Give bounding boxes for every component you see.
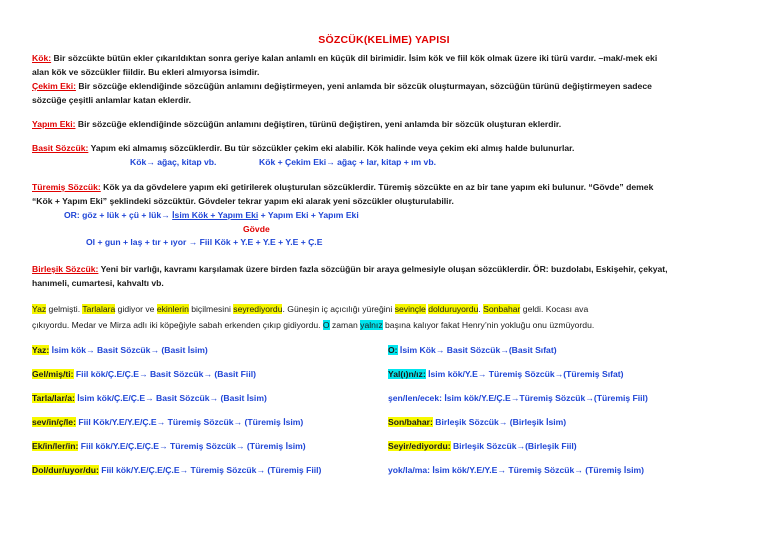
word-yaz: Yaz <box>32 304 47 314</box>
text: gidiyor ve <box>115 304 157 314</box>
word-dolduruyordu: dolduruyordu <box>428 304 479 314</box>
yapim-text: Bir sözcüğe eklendiğinde sözcüğün anlamını değiştiren, türünü değiştiren, yeni anlamda bir sözcük oluşturan eklerdir. <box>75 119 562 129</box>
birlesik-label: Birleşik Sözcük: <box>32 264 99 274</box>
turemis-example-rest: + Yapım Eki + Yapım Eki <box>258 210 359 220</box>
analysis-desc: İsim kök/Y.E→ Türemiş Sözcük→(Türemiş Sıfat) <box>425 369 624 379</box>
analysis-desc: Fiil Kök/Y.E/Y.E/Ç.E→ Türemiş Sözcük→ (Türemiş İsim) <box>75 417 304 427</box>
cekim-definition <box>32 81 652 91</box>
text: biçilmesini <box>188 304 234 314</box>
turemis-definition-cont: “Kök + Yapım Eki” şeklindeki sözcüktür. Gövdeler tekrar yapım eki alarak yeni sözcükler oluşturulabilir. <box>32 196 454 206</box>
analysis-desc: Fiil kök/Ç.E/Ç.E→ Basit Sözcük→ (Basit Fiil) <box>73 369 256 379</box>
analysis-desc: Fiil kök/Y.E/Ç.E/Ç.E→ Türemiş Sözcük→ (Türemiş Fiil) <box>98 465 322 475</box>
text: çıkıyordu. Medar ve Mirza adlı iki köpeğiyle sabah erkenden çıkıp gidiyordu. <box>32 320 323 330</box>
word-tarlalara: Tarlalara <box>82 304 116 314</box>
text: . <box>478 304 484 314</box>
turemis-example-1 <box>64 210 359 220</box>
analysis-word: O: <box>388 345 398 355</box>
govde-underlined: İsim Kök + Yapım Eki <box>172 210 259 220</box>
analysis-right-row <box>388 465 644 475</box>
text: başına kalıyor fakat Henry’nin yokluğu onu üzmüyordu. <box>382 320 595 330</box>
cekim-definition-cont: sözcüğe çeşitli anlamlar katan eklerdir. <box>32 95 192 105</box>
kok-definition <box>32 53 657 63</box>
kok-text: Bir sözcükte bütün ekler çıkarıldıktan sonra geriye kalan anlamlı en küçük dil birimidir. İsim kök ve fiil kök olmak üzere iki türü vardır. –mak/-mek eki <box>51 53 658 63</box>
word-sonbahar: Sonbahar <box>483 304 521 314</box>
analysis-left-row <box>32 345 208 355</box>
cekim-text: Bir sözcüğe eklendiğinde sözcüğün anlamını değiştirmeyen, yeni anlamda bir sözcük oluşturmayan, sözcüğün türünü değiştirmeyen sadece <box>75 81 652 91</box>
analysis-right-row <box>388 393 648 403</box>
word-yalniz: yalnız <box>360 320 383 330</box>
analysis-left-row <box>32 417 303 427</box>
analysis-word: Ek/in/ler/in: <box>32 441 79 451</box>
turemis-label: Türemiş Sözcük: <box>32 182 101 192</box>
analysis-left-row <box>32 441 306 451</box>
analysis-left-row <box>32 369 256 379</box>
analysis-word: Seyir/ediyordu: <box>388 441 451 451</box>
analysis-word: Yaz: <box>32 345 50 355</box>
analysis-left-row <box>32 465 321 475</box>
analysis-desc: yok/la/ma: İsim kök/Y.E/Y.E→ Türemiş Sözcük→ (Türemiş İsim) <box>388 465 644 475</box>
text: geldi. Kocası ava <box>520 304 589 314</box>
word-ekinlerin: ekinlerin <box>156 304 189 314</box>
basit-label: Basit Sözcük: <box>32 143 89 153</box>
basit-definition <box>32 143 574 153</box>
kok-definition-cont: alan kök ve sözcükler fiildir. Bu ekleri almıyorsa isimdir. <box>32 67 260 77</box>
word-sevincle: sevinçle <box>394 304 426 314</box>
turemis-text: Kök ya da gövdelere yapım eki getirilerek oluşturulan sözcüklerdir. Türemiş sözcükte en az bir tane yapım eki bulunur. “Gövde” demek <box>100 182 654 192</box>
page-title: SÖZCÜK(KELİME) YAPISI <box>318 34 450 46</box>
analysis-desc: Fiil kök/Y.E/Ç.E/Ç.E→ Türemiş Sözcük→ (Türemiş İsim) <box>78 441 306 451</box>
kok-label: Kök: <box>32 53 52 63</box>
analysis-right-row <box>388 369 623 379</box>
analysis-word: Yal(ı)n/ız: <box>388 369 426 379</box>
yapim-label: Yapım Eki: <box>32 119 76 129</box>
story-paragraph-line-1 <box>32 304 588 314</box>
analysis-word: Gel/miş/ti: <box>32 369 74 379</box>
birlesik-text: Yeni bir varlığı, kavramı karşılamak üzere birden fazla sözcüğün bir araya gelmesiyle oluşan sözcüklerdir. ÖR: buzdolabı, Eskişehir, çekyat, <box>98 264 668 274</box>
analysis-word: Tarla/lar/a: <box>32 393 75 403</box>
word-o: O <box>322 320 330 330</box>
basit-text: Yapım eki almamış sözcüklerdir. Bu tür sözcükler çekim eki alabilir. Kök halinde veya çekim eki almış halde bulunurlar. <box>88 143 575 153</box>
govde-label: Gövde <box>243 224 270 234</box>
analysis-right-row <box>388 417 566 427</box>
analysis-word: Son/bahar: <box>388 417 433 427</box>
analysis-desc: Birleşik Sözcük→ (Birleşik İsim) <box>432 417 567 427</box>
story-paragraph-line-2 <box>32 320 594 330</box>
word-seyrediyordu: seyrediyordu <box>233 304 283 314</box>
analysis-left-row <box>32 393 267 403</box>
analysis-word: Dol/dur/uyor/du: <box>32 465 99 475</box>
analysis-right-row <box>388 441 577 451</box>
analysis-desc: İsim kök/Ç.E/Ç.E→ Basit Sözcük→ (Basit İsim) <box>74 393 267 403</box>
text: . Güneşin iç açıcılığı yüreğini <box>282 304 395 314</box>
analysis-word: sev/in/ç/le: <box>32 417 76 427</box>
basit-example-2: Kök + Çekim Eki→ ağaç + lar, kitap + ım vb. <box>259 157 436 167</box>
cekim-label: Çekim Eki: <box>32 81 76 91</box>
analysis-desc: İsim Kök→ Basit Sözcük→(Basit Sıfat) <box>397 345 557 355</box>
turemis-definition <box>32 182 653 192</box>
turemis-example-words: OR: göz + lük + çü + lük→ <box>64 210 173 220</box>
birlesik-definition-cont: hanımeli, cumartesi, kahvaltı vb. <box>32 278 164 288</box>
text: gelmişti. <box>46 304 83 314</box>
analysis-desc: İsim kök→ Basit Sözcük→ (Basit İsim) <box>49 345 208 355</box>
analysis-desc: şen/len/ecek: İsim kök/Y.E/Ç.E→Türemiş Sözcük→(Türemiş Fiil) <box>388 393 648 403</box>
birlesik-definition <box>32 264 668 274</box>
turemis-example-2: Ol + gun + laş + tır + ıyor → Fiil Kök + Y.E + Y.E + Y.E + Ç.E <box>86 237 323 247</box>
text: zaman <box>329 320 361 330</box>
basit-example-1: Kök→ ağaç, kitap vb. <box>130 157 217 167</box>
analysis-desc: Birleşik Sözcük→(Birleşik Fiil) <box>450 441 577 451</box>
analysis-right-row <box>388 345 557 355</box>
yapim-definition <box>32 119 561 129</box>
